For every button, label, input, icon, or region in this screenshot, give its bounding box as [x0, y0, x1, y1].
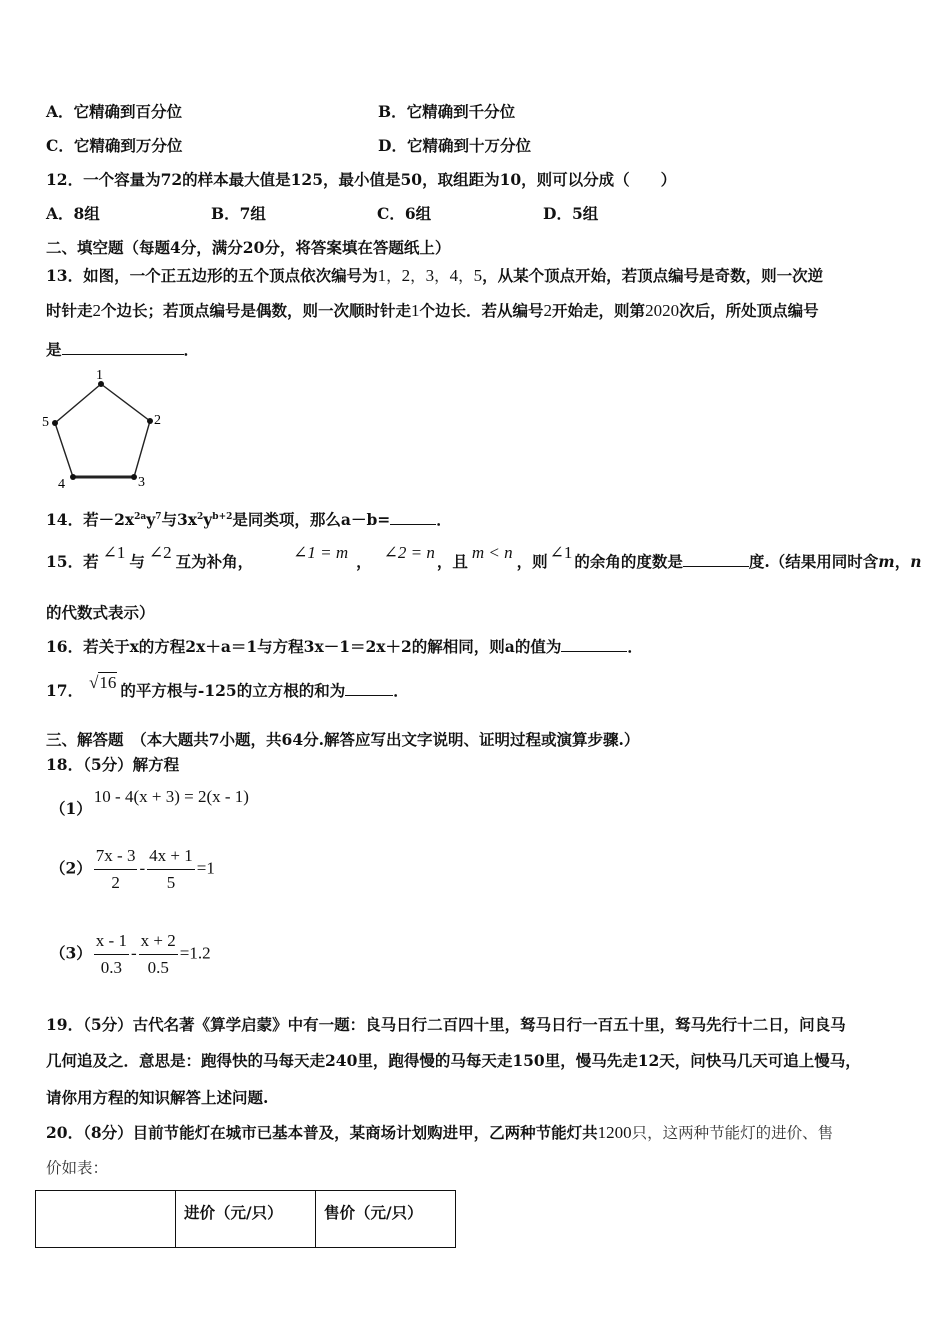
q15-text: ，且: [436, 552, 468, 571]
q13-text: ，从某个顶点开始，若顶点编号是奇数，则一次逆: [482, 266, 824, 285]
table-header-cell: 进价（元/只）: [176, 1191, 316, 1248]
answer-blank[interactable]: [345, 679, 393, 696]
numerator: x + 2: [139, 930, 178, 955]
q17-text: 的平方根与-125的立方根的和为: [120, 681, 346, 700]
q13-num: 2: [543, 301, 553, 320]
q15-text: 度.（结果用同时含: [748, 552, 879, 571]
q15-math: ∠1: [102, 543, 126, 562]
q13-n2: 2: [401, 266, 411, 285]
section3-heading: 三、解答题 （本大题共7小题，共64分.解答应写出文字说明、证明过程或演算步骤.）: [46, 730, 640, 749]
q14-text: y: [146, 510, 156, 529]
numerator: 4x + 1: [147, 845, 195, 870]
q12-option-c: C．6组: [377, 204, 432, 223]
q15-text: 15．若: [46, 552, 99, 571]
q13-line1: 13．如图，一个正五边形的五个顶点依次编号为1，2，3，4，5，从某个顶点开始，若顶点编号是奇数，则一次逆: [46, 266, 824, 285]
q13-n5: 5: [473, 266, 483, 285]
answer-blank[interactable]: [683, 550, 749, 567]
pentagon-figure: [40, 362, 170, 492]
q15-text: 的余角的度数是: [574, 552, 683, 571]
denominator: 2: [111, 873, 120, 892]
fraction: [94, 930, 129, 979]
vertex-label-5: 5: [42, 415, 49, 430]
q15-text: 与: [129, 552, 145, 571]
vertex-dot-3: [131, 474, 137, 480]
section2-heading: 二、填空题（每题4分，满分20分，将答案填在答题纸上）: [46, 238, 451, 257]
vertex-dot-4: [70, 474, 76, 480]
table-header-cell: [36, 1191, 176, 1248]
q14-text: 14．若－2x: [46, 510, 135, 529]
denominator: 5: [166, 873, 176, 892]
q18-part3: [50, 930, 211, 979]
q13-text: 是: [46, 340, 62, 359]
q18-part2: [50, 845, 215, 894]
q17-text: ．: [393, 681, 409, 700]
q12-option-d: D．5组: [543, 204, 599, 223]
vertex-label-1: 1: [96, 368, 103, 383]
q15-math: ∠1 = m: [293, 543, 349, 562]
q14-text: 与3x: [161, 510, 198, 529]
q14-line: [46, 506, 452, 531]
fraction: [147, 845, 195, 894]
vertex-label-4: 4: [58, 477, 65, 492]
answer-blank[interactable]: [62, 338, 184, 355]
price-table: [35, 1190, 456, 1248]
q15-math: ∠2: [148, 543, 172, 562]
q13-text: 13．如图，一个正五边形的五个顶点依次编号为: [46, 266, 378, 285]
q20-text: 只，这两种节能灯的进价、售: [631, 1124, 834, 1142]
q15-text: 互为补角，: [175, 552, 254, 571]
q15-var: m: [878, 552, 895, 571]
q15-var: n: [910, 552, 922, 571]
q12-stem: 12．一个容量为72的样本最大值是125，最小值是50，取组距为10，则可以分成（ ）: [46, 170, 677, 189]
fraction: [139, 930, 178, 979]
equation-1: 10 - 4(x + 3) = 2(x - 1): [93, 787, 249, 806]
denominator: 0.3: [100, 958, 122, 977]
q13-n4: 4: [449, 266, 459, 285]
q20-num: 1200: [597, 1123, 632, 1142]
q14-text: ．: [436, 510, 452, 529]
q12-option-b: B．7组: [211, 204, 266, 223]
q13-n3: 3: [425, 266, 435, 285]
q11-option-a: A．它精确到百分位: [46, 102, 183, 121]
q13-text: 开始走，则第: [552, 301, 646, 320]
q13-text: 个边长．若从编号: [419, 301, 544, 320]
q13-text: 次后，所处顶点编号: [679, 301, 819, 320]
answer-blank[interactable]: [390, 508, 436, 525]
q13-line2: [46, 300, 819, 322]
q13-num: 1: [411, 301, 420, 320]
q14-text: 是同类项，那么a－b=: [232, 510, 391, 529]
q15-math: ∠1: [549, 543, 573, 562]
q13-n1: 1: [377, 266, 387, 285]
pentagon-shape: [55, 384, 150, 477]
q12-option-a: A．8组: [46, 204, 100, 223]
numerator: 7x - 3: [94, 845, 138, 870]
vertex-dot-5: [52, 420, 58, 426]
q19-line2: 几何追及之．意思是：跑得快的马每天走240里，跑得慢的马每天走150里，慢马先走12天，问快马几天可追上慢马，: [46, 1051, 861, 1070]
q14-exp: 2a: [134, 512, 147, 522]
vertex-dot-2: [147, 418, 153, 424]
equation-rhs: =1: [196, 858, 215, 878]
table-header-cell: 售价（元/只）: [316, 1191, 456, 1248]
fraction: [94, 845, 138, 894]
q16-text: 16．若关于x的方程2x＋a＝1与方程3x－1＝2x＋2的解相同，则a的值为: [46, 637, 562, 656]
q19-line1: 19．（5分）古代名著《算学启蒙》中有一题：良马日行二百四十里，驽马日行一百五十里，驽马先行十二日，问良马: [46, 1015, 846, 1034]
q14-exp: b+2: [212, 512, 233, 522]
q15-line1: [46, 543, 922, 573]
equation-rhs: =1.2: [179, 943, 211, 963]
q11-option-d: D．它精确到十万分位: [378, 136, 531, 155]
part-label: （1）: [50, 799, 92, 818]
operator: -: [139, 858, 146, 878]
q15-math: ∠2 = n: [383, 543, 435, 562]
q13-num: 2: [92, 301, 102, 320]
vertex-label-3: 3: [138, 475, 145, 490]
q14-exp: 2: [197, 512, 204, 522]
denominator: 0.5: [147, 958, 169, 977]
q17-line: [46, 673, 409, 702]
q19-line3: 请你用方程的知识解答上述问题.: [46, 1088, 269, 1107]
vertex-label-2: 2: [154, 413, 161, 428]
q15-text: ，: [356, 552, 372, 571]
q16-text: ．: [627, 637, 643, 656]
q13-text: ．: [183, 340, 200, 359]
q11-option-c: C．它精确到万分位: [46, 136, 183, 155]
q13-text: 时针走: [46, 301, 93, 320]
q16-line: [46, 635, 643, 658]
q17-text: 17．: [46, 681, 84, 700]
q15-line2: 的代数式表示）: [46, 603, 155, 622]
sqrt-16: √16: [89, 673, 117, 692]
q20-line1: [46, 1122, 833, 1144]
q20-line2: 价如表：: [46, 1159, 109, 1177]
q13-text: 个边长；若顶点编号是偶数，则一次顺时针走: [101, 301, 412, 320]
table-row: [36, 1191, 456, 1248]
q20-text: 20．（8分）目前节能灯在城市已基本普及，某商场计划购进甲，乙两种节能灯共: [46, 1123, 598, 1142]
operator: -: [130, 943, 137, 963]
radicand: 16: [99, 673, 117, 692]
q13-line3: [46, 338, 199, 361]
q18-part1: [50, 786, 249, 818]
q11-option-b: B．它精确到千分位: [378, 102, 516, 121]
q15-text: ，: [894, 552, 911, 571]
part-label: （2）: [50, 858, 92, 878]
q13-num: 2020: [645, 301, 680, 320]
q15-text: ，则: [516, 552, 548, 571]
numerator: x - 1: [94, 930, 129, 955]
q14-exp: 7: [155, 512, 162, 522]
q15-math: m < n: [471, 543, 513, 562]
answer-blank[interactable]: [561, 635, 627, 652]
part-label: （3）: [50, 943, 92, 963]
q14-text: y: [203, 510, 213, 529]
q18-title: 18．（5分）解方程: [46, 755, 180, 774]
